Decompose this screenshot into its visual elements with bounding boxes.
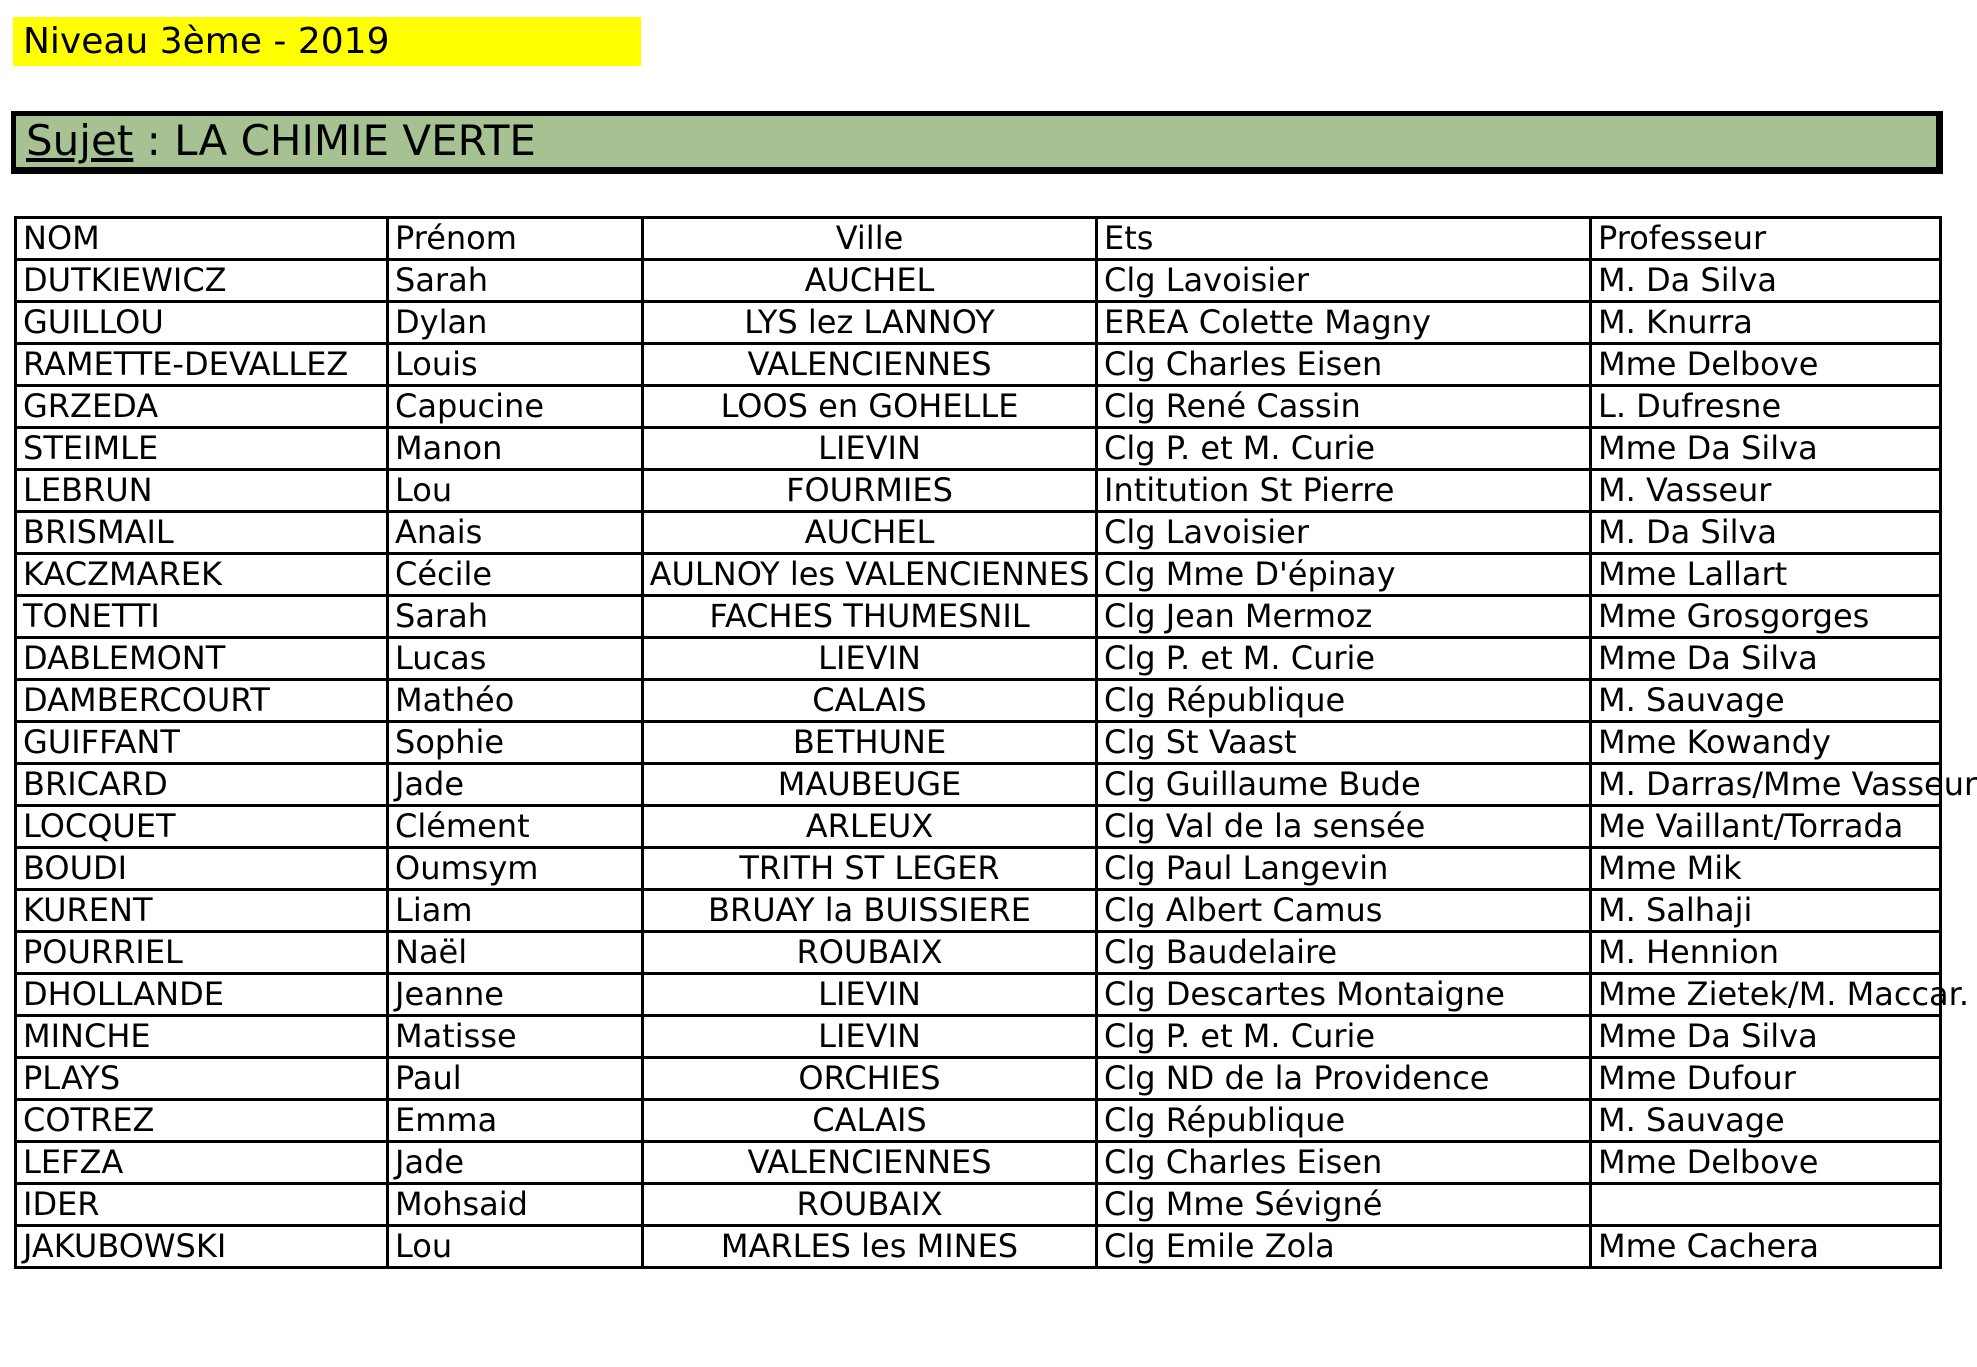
table-row (16, 470, 1941, 512)
cell-ets: Clg Charles Eisen (1097, 1142, 1591, 1184)
cell-ville: ORCHIES (643, 1058, 1097, 1100)
cell-ets: Intitution St Pierre (1097, 470, 1591, 512)
cell-professeur: Mme Lallart (1591, 554, 1941, 596)
cell-professeur: Mme Grosgorges (1591, 596, 1941, 638)
cell-ville: AUCHEL (643, 260, 1097, 302)
cell-ville: CALAIS (643, 680, 1097, 722)
table-row (16, 1058, 1941, 1100)
cell-ville: LIEVIN (643, 638, 1097, 680)
cell-ville: ARLEUX (643, 806, 1097, 848)
cell-ets: Clg Albert Camus (1097, 890, 1591, 932)
cell-nom: DAMBERCOURT (16, 680, 388, 722)
table-row (16, 302, 1941, 344)
cell-nom: JAKUBOWSKI (16, 1226, 388, 1268)
cell-professeur: M. Sauvage (1591, 1100, 1941, 1142)
header-cell-prenom: Prénom (388, 218, 643, 260)
cell-prenom: Anais (388, 512, 643, 554)
cell-ville: LOOS en GOHELLE (643, 386, 1097, 428)
cell-professeur: M. Vasseur (1591, 470, 1941, 512)
cell-professeur: Mme Zietek/M. Maccar. (1591, 974, 1941, 1016)
cell-prenom: Clément (388, 806, 643, 848)
cell-ville: MARLES les MINES (643, 1226, 1097, 1268)
cell-nom: RAMETTE-DEVALLEZ (16, 344, 388, 386)
cell-ville: AULNOY les VALENCIENNES (643, 554, 1097, 596)
table-row (16, 1016, 1941, 1058)
cell-prenom: Naël (388, 932, 643, 974)
table-row (16, 512, 1941, 554)
cell-professeur: M. Da Silva (1591, 512, 1941, 554)
cell-professeur: Mme Da Silva (1591, 638, 1941, 680)
cell-professeur: M. Knurra (1591, 302, 1941, 344)
cell-ville: MAUBEUGE (643, 764, 1097, 806)
cell-prenom: Liam (388, 890, 643, 932)
cell-prenom: Louis (388, 344, 643, 386)
cell-ville: ROUBAIX (643, 1184, 1097, 1226)
cell-nom: BRISMAIL (16, 512, 388, 554)
cell-prenom: Oumsym (388, 848, 643, 890)
cell-nom: STEIMLE (16, 428, 388, 470)
table-row (16, 596, 1941, 638)
cell-ets: Clg Val de la sensée (1097, 806, 1591, 848)
cell-ets: Clg République (1097, 1100, 1591, 1142)
cell-ets: Clg Lavoisier (1097, 512, 1591, 554)
cell-nom: GUILLOU (16, 302, 388, 344)
cell-professeur: M. Hennion (1591, 932, 1941, 974)
cell-ets: Clg Guillaume Bude (1097, 764, 1591, 806)
cell-nom: COTREZ (16, 1100, 388, 1142)
table-row (16, 638, 1941, 680)
header-cell-nom: NOM (16, 218, 388, 260)
header-cell-professeur: Professeur (1591, 218, 1941, 260)
cell-nom: DHOLLANDE (16, 974, 388, 1016)
header-cell-ville: Ville (643, 218, 1097, 260)
table-row (16, 932, 1941, 974)
table-row (16, 260, 1941, 302)
cell-prenom: Sophie (388, 722, 643, 764)
cell-ville: TRITH ST LEGER (643, 848, 1097, 890)
cell-professeur: Mme Delbove (1591, 1142, 1941, 1184)
cell-ville: FACHES THUMESNIL (643, 596, 1097, 638)
cell-ets: Clg Mme D'épinay (1097, 554, 1591, 596)
cell-professeur: Mme Da Silva (1591, 1016, 1941, 1058)
cell-prenom: Jade (388, 764, 643, 806)
table-row (16, 1226, 1941, 1268)
cell-prenom: Jeanne (388, 974, 643, 1016)
cell-ville: BETHUNE (643, 722, 1097, 764)
cell-nom: GRZEDA (16, 386, 388, 428)
cell-professeur: M. Salhaji (1591, 890, 1941, 932)
cell-professeur: Mme Mik (1591, 848, 1941, 890)
table-row (16, 680, 1941, 722)
cell-ville: ROUBAIX (643, 932, 1097, 974)
table-row (16, 806, 1941, 848)
table-row (16, 890, 1941, 932)
cell-ville: AUCHEL (643, 512, 1097, 554)
cell-ville: VALENCIENNES (643, 1142, 1097, 1184)
cell-ets: EREA Colette Magny (1097, 302, 1591, 344)
cell-ets: Clg République (1097, 680, 1591, 722)
cell-prenom: Sarah (388, 596, 643, 638)
subject-bar (11, 111, 1943, 174)
cell-nom: GUIFFANT (16, 722, 388, 764)
cell-prenom: Lou (388, 470, 643, 512)
table-row (16, 554, 1941, 596)
cell-professeur (1591, 1184, 1941, 1226)
subject-separator: : (133, 116, 175, 165)
cell-professeur: L. Dufresne (1591, 386, 1941, 428)
cell-prenom: Sarah (388, 260, 643, 302)
cell-ville: LIEVIN (643, 428, 1097, 470)
cell-ets: Clg St Vaast (1097, 722, 1591, 764)
subject-value: LA CHIMIE VERTE (174, 116, 536, 165)
cell-ville: BRUAY la BUISSIERE (643, 890, 1097, 932)
cell-ets: Clg Charles Eisen (1097, 344, 1591, 386)
table-row (16, 722, 1941, 764)
cell-prenom: Dylan (388, 302, 643, 344)
cell-prenom: Cécile (388, 554, 643, 596)
cell-nom: LOCQUET (16, 806, 388, 848)
table-row (16, 428, 1941, 470)
cell-ets: Clg P. et M. Curie (1097, 1016, 1591, 1058)
cell-professeur: M. Da Silva (1591, 260, 1941, 302)
cell-professeur: Mme Da Silva (1591, 428, 1941, 470)
cell-ville: LYS lez LANNOY (643, 302, 1097, 344)
cell-ets: Clg P. et M. Curie (1097, 428, 1591, 470)
cell-ets: Clg Mme Sévigné (1097, 1184, 1591, 1226)
cell-nom: DABLEMONT (16, 638, 388, 680)
cell-ville: LIEVIN (643, 1016, 1097, 1058)
cell-nom: POURRIEL (16, 932, 388, 974)
cell-prenom: Lou (388, 1226, 643, 1268)
cell-ets: Clg ND de la Providence (1097, 1058, 1591, 1100)
cell-prenom: Jade (388, 1142, 643, 1184)
cell-nom: BOUDI (16, 848, 388, 890)
cell-ets: Clg Lavoisier (1097, 260, 1591, 302)
cell-professeur: Me Vaillant/Torrada (1591, 806, 1941, 848)
cell-ville: CALAIS (643, 1100, 1097, 1142)
cell-prenom: Manon (388, 428, 643, 470)
subject-label: Sujet (26, 116, 134, 165)
table-row (16, 344, 1941, 386)
cell-ets: Clg Paul Langevin (1097, 848, 1591, 890)
level-title: Niveau 3ème - 2019 (23, 21, 390, 62)
cell-ets: Clg Baudelaire (1097, 932, 1591, 974)
cell-prenom: Mohsaid (388, 1184, 643, 1226)
table-row (16, 764, 1941, 806)
cell-nom: MINCHE (16, 1016, 388, 1058)
cell-prenom: Matisse (388, 1016, 643, 1058)
cell-professeur: Mme Dufour (1591, 1058, 1941, 1100)
cell-ville: LIEVIN (643, 974, 1097, 1016)
cell-ets: Clg Descartes Montaigne (1097, 974, 1591, 1016)
cell-nom: DUTKIEWICZ (16, 260, 388, 302)
cell-ets: Clg Jean Mermoz (1097, 596, 1591, 638)
table-header (16, 218, 1941, 260)
cell-prenom: Lucas (388, 638, 643, 680)
cell-nom: TONETTI (16, 596, 388, 638)
cell-prenom: Emma (388, 1100, 643, 1142)
cell-professeur: M. Darras/Mme Vasseur (1591, 764, 1941, 806)
cell-prenom: Mathéo (388, 680, 643, 722)
cell-ets: Clg P. et M. Curie (1097, 638, 1591, 680)
cell-ville: FOURMIES (643, 470, 1097, 512)
table-row (16, 848, 1941, 890)
cell-nom: LEFZA (16, 1142, 388, 1184)
cell-nom: KACZMAREK (16, 554, 388, 596)
header-cell-ets: Ets (1097, 218, 1591, 260)
table-row (16, 386, 1941, 428)
cell-ville: VALENCIENNES (643, 344, 1097, 386)
cell-ets: Clg René Cassin (1097, 386, 1591, 428)
cell-nom: KURENT (16, 890, 388, 932)
header-row (16, 218, 1941, 260)
cell-nom: PLAYS (16, 1058, 388, 1100)
table-row (16, 1142, 1941, 1184)
cell-ets: Clg Emile Zola (1097, 1226, 1591, 1268)
cell-professeur: M. Sauvage (1591, 680, 1941, 722)
cell-nom: LEBRUN (16, 470, 388, 512)
cell-prenom: Capucine (388, 386, 643, 428)
cell-professeur: Mme Kowandy (1591, 722, 1941, 764)
level-banner (13, 17, 641, 66)
participants-table (14, 216, 1977, 1269)
cell-prenom: Paul (388, 1058, 643, 1100)
table-body (16, 260, 1977, 1268)
cell-professeur: Mme Cachera (1591, 1226, 1941, 1268)
table-row (16, 1184, 1941, 1226)
cell-professeur: Mme Delbove (1591, 344, 1941, 386)
cell-nom: IDER (16, 1184, 388, 1226)
cell-nom: BRICARD (16, 764, 388, 806)
table-row (16, 974, 1941, 1016)
table-row (16, 1100, 1941, 1142)
